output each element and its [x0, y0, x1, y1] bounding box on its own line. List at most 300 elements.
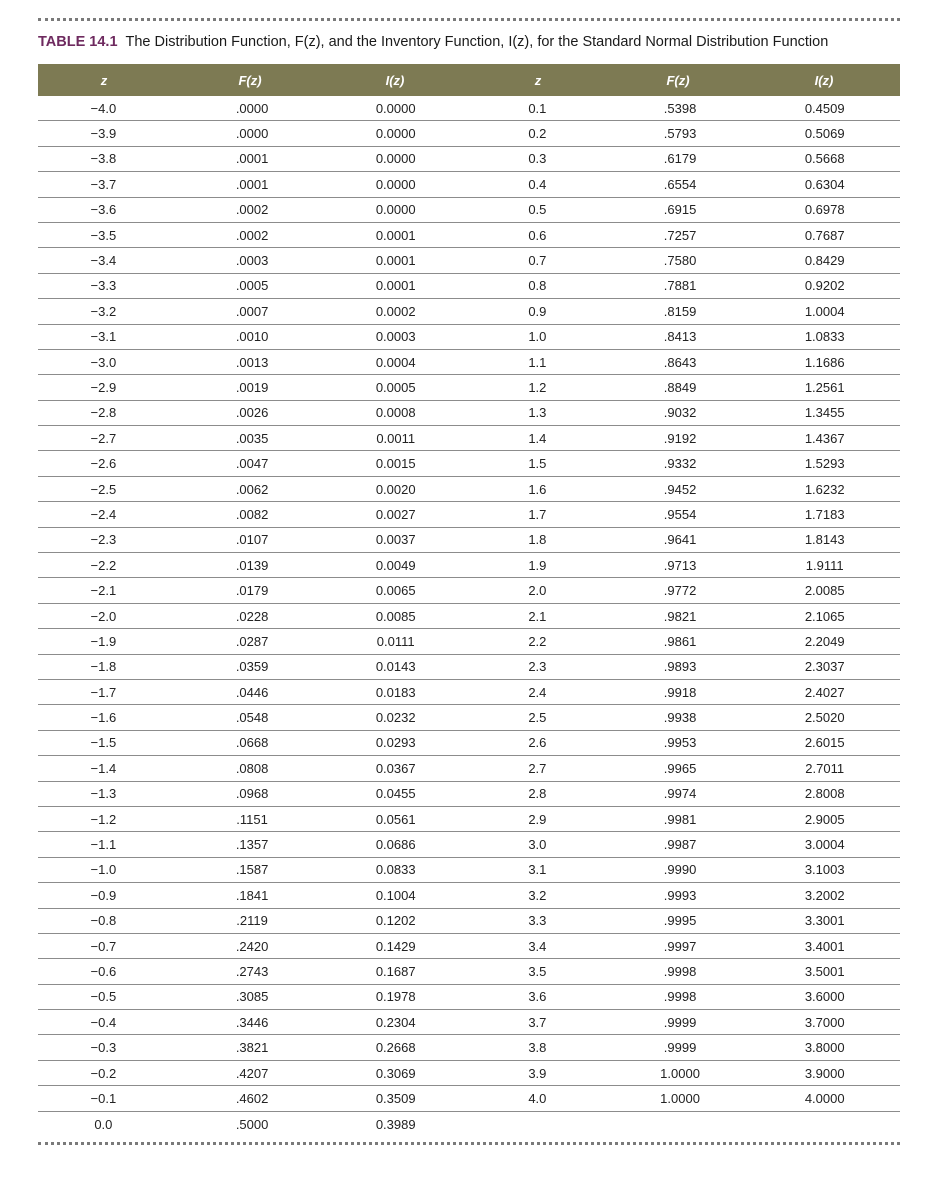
table-row	[38, 604, 470, 629]
cell-f: .6915	[663, 202, 697, 218]
cell-i: 0.3069	[375, 1065, 416, 1081]
cell-f: .9821	[663, 608, 697, 624]
cell-z: −3.7	[90, 176, 117, 192]
table-row	[468, 401, 900, 426]
cell-z: 3.1	[528, 862, 547, 878]
table-row	[468, 350, 900, 375]
cell-i: 0.0011	[376, 430, 416, 446]
cell-f: .9641	[663, 532, 697, 548]
cell-i: 0.0293	[375, 735, 416, 751]
cell-f: .9999	[663, 1014, 697, 1030]
cell-f: .5398	[663, 100, 697, 116]
cell-i: 0.0000	[375, 151, 416, 167]
table-body-left	[38, 96, 470, 1137]
cell-z: 1.3	[528, 405, 547, 421]
cell-f: .8159	[663, 303, 697, 319]
table-row	[468, 629, 900, 654]
cell-f: .0000	[235, 126, 269, 142]
cell-z: 3.6	[528, 989, 547, 1005]
cell-z: −0.3	[90, 1040, 117, 1056]
cell-f: .9999	[663, 1040, 697, 1056]
cell-z: 1.2	[528, 379, 547, 395]
cell-z: −4.0	[90, 100, 117, 116]
cell-z: 0.5	[528, 202, 547, 218]
cell-f: .0062	[235, 481, 269, 497]
cell-f: .9997	[663, 938, 697, 954]
cell-z: −2.7	[90, 430, 117, 446]
table-row	[38, 629, 470, 654]
table-row	[38, 1061, 470, 1086]
cell-z: −0.5	[90, 989, 117, 1005]
table-row	[468, 375, 900, 400]
cell-i: 0.0020	[375, 481, 416, 497]
cell-i: 0.0049	[375, 557, 416, 573]
cell-z: 2.2	[528, 633, 547, 649]
cell-z: 0.8	[528, 278, 547, 294]
table-row	[468, 959, 900, 984]
cell-i: 0.1004	[375, 887, 416, 903]
cell-f: .9993	[663, 887, 697, 903]
cell-i: 3.8000	[804, 1040, 845, 1056]
cell-z: 2.0	[528, 583, 547, 599]
cell-f: .0013	[235, 354, 269, 370]
cell-z: 1.1	[528, 354, 547, 370]
cell-z: 1.4	[528, 430, 547, 446]
cell-i: 0.0183	[375, 684, 416, 700]
table-row	[468, 782, 900, 807]
table-row	[38, 1086, 470, 1111]
cell-f: .9713	[663, 557, 697, 573]
cell-i: 1.7183	[804, 506, 845, 522]
cell-f: .0019	[235, 379, 269, 395]
cell-f: .6554	[663, 176, 697, 192]
cell-z: −2.9	[90, 379, 117, 395]
cell-z: 3.7	[528, 1014, 547, 1030]
cell-z: −0.7	[90, 938, 117, 954]
cell-i: 1.3455	[804, 405, 845, 421]
cell-z: 1.5	[528, 456, 547, 472]
table-row	[38, 121, 470, 146]
table-row	[38, 782, 470, 807]
cell-z: −2.0	[90, 608, 117, 624]
header-i: I(z)	[385, 72, 405, 88]
cell-f: .0139	[235, 557, 269, 573]
cell-f: .0107	[235, 532, 269, 548]
table-row	[38, 147, 470, 172]
cell-z: −2.8	[90, 405, 117, 421]
cell-i: 3.7000	[804, 1014, 845, 1030]
header-z: z	[100, 72, 108, 88]
table-row	[468, 223, 900, 248]
cell-i: 0.0001	[375, 253, 416, 269]
cell-i: 0.0686	[375, 837, 416, 853]
table-row	[468, 147, 900, 172]
cell-f: .0010	[235, 329, 269, 345]
cell-i: 0.1687	[375, 963, 416, 979]
cell-z: −3.8	[90, 151, 117, 167]
cell-i: 0.5069	[804, 126, 845, 142]
cell-i: 0.1202	[375, 913, 416, 929]
table-row	[38, 477, 470, 502]
cell-i: 1.9111	[805, 557, 844, 573]
cell-i: 2.6015	[804, 735, 845, 751]
cell-i: 2.9005	[804, 811, 845, 827]
cell-z: 0.1	[528, 100, 547, 116]
table-row	[468, 121, 900, 146]
cell-i: 0.5668	[804, 151, 845, 167]
cell-z: −1.5	[90, 735, 117, 751]
cell-i: 2.1065	[804, 608, 845, 624]
cell-z: 0.2	[528, 126, 547, 142]
table-row	[38, 350, 470, 375]
table-row	[38, 325, 470, 350]
cell-z: 2.8	[528, 786, 547, 802]
cell-f: .0082	[235, 506, 269, 522]
cell-i: 0.8429	[804, 253, 845, 269]
cell-z: 2.6	[528, 735, 547, 751]
table-row	[468, 680, 900, 705]
table-row	[38, 223, 470, 248]
cell-i: 4.0000	[804, 1090, 845, 1106]
cell-f: 1.0000	[660, 1090, 700, 1106]
cell-i: 0.0003	[375, 329, 416, 345]
cell-f: .4207	[235, 1065, 269, 1081]
cell-z: 2.4	[528, 684, 547, 700]
table-row	[468, 502, 900, 527]
cell-f: .0007	[235, 303, 269, 319]
table-row	[468, 858, 900, 883]
cell-f: .9938	[663, 710, 697, 726]
cell-f: .0548	[235, 710, 269, 726]
cell-i: 2.0085	[804, 583, 845, 599]
table-header-row	[38, 64, 470, 96]
cell-z: 0.9	[528, 303, 547, 319]
table-row	[38, 959, 470, 984]
cell-i: 3.1003	[804, 862, 845, 878]
cell-z: 3.2	[528, 887, 547, 903]
cell-z: 2.1	[528, 608, 547, 624]
cell-f: .3821	[235, 1040, 269, 1056]
cell-f: .0179	[235, 583, 269, 599]
cell-z: 1.9	[528, 557, 547, 573]
cell-f: .5000	[235, 1116, 269, 1132]
table-row	[468, 299, 900, 324]
cell-z: −1.6	[90, 710, 117, 726]
cell-z: −3.4	[90, 253, 117, 269]
cell-z: −1.2	[90, 811, 117, 827]
table-row	[468, 426, 900, 451]
table-row	[468, 325, 900, 350]
cell-i: 0.0001	[375, 278, 416, 294]
cell-i: 3.9000	[804, 1065, 845, 1081]
cell-f: .9893	[663, 659, 697, 675]
cell-z: −0.1	[90, 1090, 117, 1106]
cell-f: .0003	[235, 253, 269, 269]
cell-i: 0.3509	[375, 1090, 416, 1106]
cell-z: −2.4	[90, 506, 117, 522]
cell-z: −0.4	[90, 1014, 117, 1030]
table-row	[468, 985, 900, 1010]
cell-z: 1.6	[528, 481, 547, 497]
table-row	[38, 1035, 470, 1060]
cell-i: 0.2304	[375, 1014, 416, 1030]
cell-f: .5793	[663, 126, 697, 142]
cell-i: 2.2049	[804, 633, 845, 649]
cell-i: 0.0008	[375, 405, 416, 421]
table-row	[38, 756, 470, 781]
table-row	[468, 705, 900, 730]
cell-i: 0.0000	[375, 176, 416, 192]
table-row	[468, 274, 900, 299]
cell-f: .0005	[235, 278, 269, 294]
table-row	[38, 172, 470, 197]
cell-f: .9987	[663, 837, 697, 853]
table-row	[38, 883, 470, 908]
cell-i: 0.9202	[804, 278, 845, 294]
cell-i: 0.0015	[375, 456, 416, 472]
cell-f: .1151	[236, 811, 268, 827]
cell-z: 1.8	[528, 532, 547, 548]
cell-z: 1.7	[528, 506, 547, 522]
cell-i: 2.8008	[804, 786, 845, 802]
cell-z: −1.4	[90, 760, 117, 776]
cell-z: 3.5	[528, 963, 547, 979]
cell-f: .0002	[235, 202, 269, 218]
cell-f: .2119	[236, 913, 268, 929]
cell-z: −1.0	[90, 862, 117, 878]
table-row	[38, 451, 470, 476]
cell-f: .7580	[663, 253, 697, 269]
table-row	[38, 375, 470, 400]
cell-z: −2.1	[90, 583, 117, 599]
cell-i: 0.6304	[804, 176, 845, 192]
table-row	[468, 883, 900, 908]
cell-i: 0.0000	[375, 202, 416, 218]
table-row	[38, 401, 470, 426]
cell-z: −0.6	[90, 963, 117, 979]
cell-f: .9998	[663, 989, 697, 1005]
cell-i: 2.5020	[804, 710, 845, 726]
cell-i: 0.2668	[375, 1040, 416, 1056]
cell-z: −3.6	[90, 202, 117, 218]
table-row	[468, 934, 900, 959]
cell-f: .0000	[235, 100, 269, 116]
table-row	[468, 578, 900, 603]
cell-f: .0026	[235, 405, 269, 421]
table-row	[38, 426, 470, 451]
table-row	[468, 96, 900, 121]
cell-i: 0.0065	[375, 583, 416, 599]
table-row	[468, 172, 900, 197]
cell-f: .1357	[235, 837, 269, 853]
cell-f: .0287	[235, 633, 269, 649]
cell-i: 0.0037	[375, 532, 416, 548]
bottom-dotted-rule	[38, 1142, 900, 1145]
cell-f: .0968	[235, 786, 269, 802]
table-row	[468, 1035, 900, 1060]
cell-z: −0.9	[90, 887, 117, 903]
cell-i: 2.3037	[804, 659, 845, 675]
table-row	[38, 96, 470, 121]
cell-f: 1.0000	[660, 1065, 700, 1081]
cell-f: .0808	[235, 760, 269, 776]
cell-i: 0.0000	[375, 126, 416, 142]
table-row	[468, 731, 900, 756]
table-row	[38, 858, 470, 883]
cell-i: 1.5293	[804, 456, 845, 472]
cell-z: 2.3	[528, 659, 547, 675]
cell-f: .9998	[663, 963, 697, 979]
cell-i: 2.7011	[805, 760, 845, 776]
cell-i: 0.0004	[375, 354, 416, 370]
cell-f: .2420	[235, 938, 269, 954]
cell-i: 0.6978	[804, 202, 845, 218]
cell-i: 3.4001	[804, 938, 845, 954]
table-row	[38, 934, 470, 959]
cell-f: .0001	[235, 151, 269, 167]
cell-z: −3.3	[90, 278, 117, 294]
table-row	[468, 1010, 900, 1035]
header-i: I(z)	[814, 72, 834, 88]
cell-f: .9192	[663, 430, 697, 446]
table-row	[38, 299, 470, 324]
cell-z: 3.3	[528, 913, 547, 929]
table-row	[38, 274, 470, 299]
table-row	[38, 807, 470, 832]
cell-z: −1.7	[90, 684, 117, 700]
cell-f: .3446	[235, 1014, 269, 1030]
table-row	[468, 198, 900, 223]
cell-z: 3.4	[528, 938, 547, 954]
cell-z: −1.1	[90, 837, 117, 853]
cell-f: .0446	[235, 684, 269, 700]
cell-i: 0.0027	[375, 506, 416, 522]
cell-f: .9965	[663, 760, 697, 776]
cell-i: 0.3989	[375, 1116, 416, 1132]
cell-f: .4602	[235, 1090, 269, 1106]
cell-f: .0228	[235, 608, 269, 624]
cell-f: .7881	[663, 278, 697, 294]
cell-i: 0.7687	[804, 227, 845, 243]
cell-i: 0.0000	[375, 100, 416, 116]
cell-z: −0.2	[90, 1065, 117, 1081]
cell-f: .9861	[663, 633, 697, 649]
table-row	[38, 528, 470, 553]
top-dotted-rule	[38, 18, 900, 21]
cell-i: 0.0232	[375, 710, 416, 726]
cell-f: .9981	[663, 811, 697, 827]
cell-z: −1.8	[90, 659, 117, 675]
cell-f: .9995	[663, 913, 697, 929]
cell-z: −3.0	[90, 354, 117, 370]
table-row	[38, 1112, 470, 1137]
cell-i: 0.0005	[375, 379, 416, 395]
cell-z: 2.5	[528, 710, 547, 726]
cell-i: 1.2561	[804, 379, 845, 395]
table-row	[38, 1010, 470, 1035]
header-f: F(z)	[238, 72, 262, 88]
cell-i: 1.4367	[804, 430, 845, 446]
cell-f: .0035	[235, 430, 269, 446]
table-row	[38, 705, 470, 730]
cell-z: −1.3	[90, 786, 117, 802]
table-row	[38, 502, 470, 527]
cell-z: −3.5	[90, 227, 117, 243]
cell-i: 0.1978	[375, 989, 416, 1005]
cell-i: 0.0111	[376, 633, 415, 649]
cell-z: 0.0	[94, 1116, 113, 1132]
table-row	[38, 655, 470, 680]
cell-i: 0.0455	[375, 786, 416, 802]
cell-i: 1.8143	[804, 532, 845, 548]
cell-z: 0.3	[528, 151, 547, 167]
cell-z: 4.0	[528, 1090, 547, 1106]
cell-f: .9918	[663, 684, 697, 700]
cell-i: 1.1686	[804, 354, 845, 370]
cell-i: 3.0004	[804, 837, 845, 853]
table-row	[468, 451, 900, 476]
cell-f: .9554	[663, 506, 697, 522]
cell-f: .9452	[663, 481, 697, 497]
cell-i: 1.0833	[804, 329, 845, 345]
cell-i: 3.3001	[804, 913, 845, 929]
cell-i: 0.0143	[375, 659, 416, 675]
cell-z: −2.6	[90, 456, 117, 472]
cell-i: 3.5001	[804, 963, 845, 979]
table-row	[468, 909, 900, 934]
table-row	[468, 1086, 900, 1111]
table-row	[468, 756, 900, 781]
table-row	[38, 578, 470, 603]
table-row	[468, 1061, 900, 1086]
cell-i: 0.0085	[375, 608, 416, 624]
cell-f: .9332	[663, 456, 697, 472]
cell-z: 0.6	[528, 227, 547, 243]
cell-f: .7257	[663, 227, 697, 243]
cell-f: .3085	[235, 989, 269, 1005]
header-z: z	[534, 72, 542, 88]
table-left-half	[38, 64, 470, 1137]
cell-f: .8849	[663, 379, 697, 395]
table-row	[468, 604, 900, 629]
table-row	[38, 731, 470, 756]
cell-i: 1.0004	[804, 303, 845, 319]
cell-f: .0668	[235, 735, 269, 751]
table-row	[468, 553, 900, 578]
table-row	[38, 198, 470, 223]
cell-f: .9990	[663, 862, 697, 878]
cell-z: 0.7	[528, 253, 547, 269]
cell-i: 0.0833	[375, 862, 416, 878]
table-row	[468, 807, 900, 832]
cell-f: .1587	[235, 862, 269, 878]
cell-i: 0.0561	[375, 811, 416, 827]
cell-f: .0047	[235, 456, 269, 472]
table-row	[38, 248, 470, 273]
cell-i: 0.0367	[375, 760, 416, 776]
table-caption	[38, 34, 828, 50]
table-title: The Distribution Function, F(z), and the Inventory Function, I(z), for the Standard Normal Distribution Function	[125, 34, 829, 50]
cell-z: −2.3	[90, 532, 117, 548]
cell-z: −1.9	[90, 633, 117, 649]
table-row	[468, 477, 900, 502]
cell-f: .0002	[235, 227, 269, 243]
cell-z: −3.9	[90, 126, 117, 142]
cell-f: .1841	[235, 887, 269, 903]
cell-i: 2.4027	[804, 684, 845, 700]
cell-f: .0001	[235, 176, 269, 192]
cell-z: −3.1	[90, 329, 117, 345]
